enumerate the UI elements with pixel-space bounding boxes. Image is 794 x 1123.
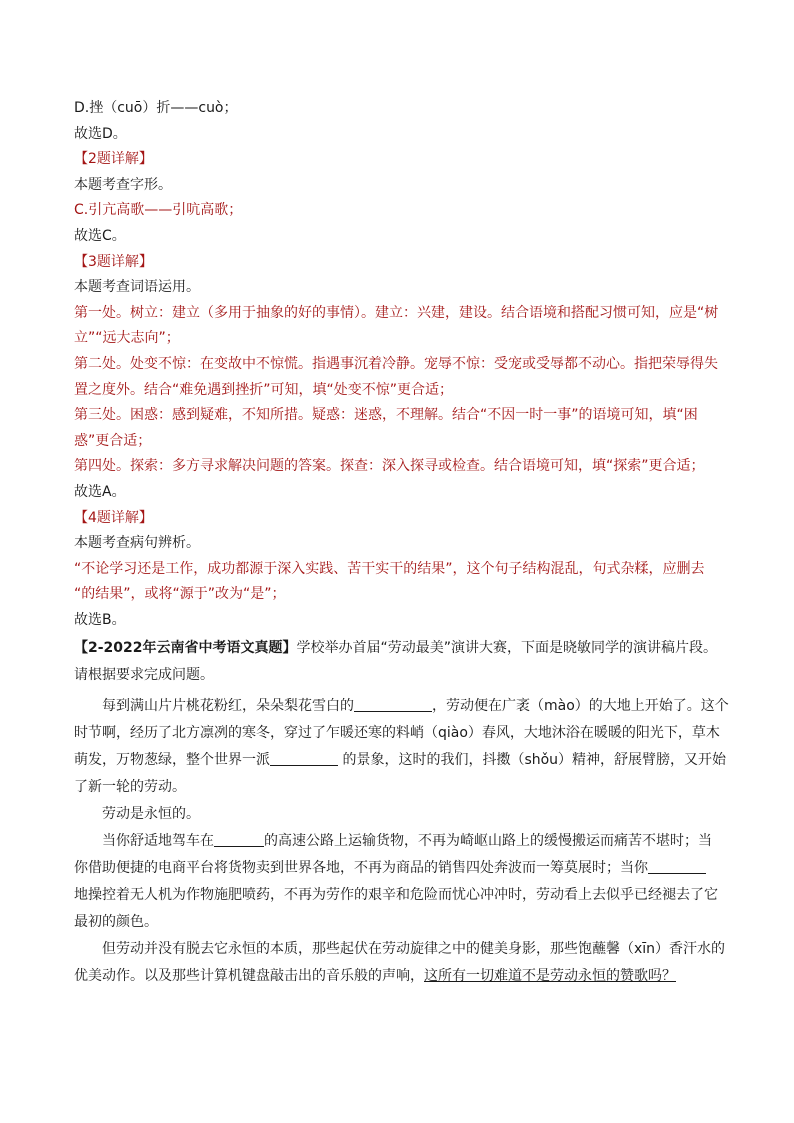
blank-1[interactable] <box>354 697 432 712</box>
passage-p1-line1 <box>74 693 734 720</box>
blank-4[interactable] <box>648 859 706 874</box>
d3-header: 【3题详解】 <box>74 253 153 270</box>
d3-line1: 本题考查词语运用。 <box>74 279 200 296</box>
d3-line3: 立”“远大志向”； <box>74 330 180 347</box>
q5-source: 【2-2022年云南省中考语文真题】 <box>74 640 297 657</box>
d4-header: 【4题详解】 <box>74 509 153 526</box>
q5-intro-b: 请根据要求完成问题。 <box>74 667 214 684</box>
d3-line7: 惑”更合适； <box>74 432 152 449</box>
passage-text: 萌发，万物葱绿，整个世界一派 <box>74 752 270 769</box>
passage-p3-line1 <box>74 828 734 855</box>
passage-p3-line3: 地操控着无人机为作物施肥喷药，不再为劳作的艰辛和危险而忧心冲冲时，劳动看上去似乎已经褪去了它 <box>74 887 718 904</box>
d3-line6: 第三处。困惑：感到疑难，不知所措。疑惑：迷惑，不理解。结合“不因一时一事”的语境可知，填“困 <box>74 407 698 424</box>
d3-line5: 置之度外。结合“难免遇到挫折”可知，填“处变不惊”更合适； <box>74 381 454 398</box>
passage-p1-line2: 时节啊，经历了北方凛冽的寒冬，穿过了乍暖还寒的料峭（qiào）春风，大地沐浴在暖暖的阳光下，草木 <box>74 725 720 742</box>
passage-text: ，劳动便在广袤（mào）的大地上开始了。这个 <box>432 698 729 715</box>
d4-line3: “的结果”，或将“源于”改为“是”； <box>74 586 286 603</box>
d3-answer: 故选A。 <box>74 483 126 500</box>
d4-line2: “不论学习还是工作，成功都源于深入实践、苦干实干的结果”，这个句子结构混乱，句式杂糅，应删去 <box>74 560 705 577</box>
d2-header: 【2题详解】 <box>74 151 153 168</box>
underlined-sentence: 这所有一切难道不是劳动永恒的赞歌吗？ <box>424 968 676 985</box>
passage-p3-line2 <box>74 855 734 882</box>
blank-3[interactable] <box>214 832 264 847</box>
passage-p4-line1: 但劳动并没有脱去它永恒的本质，那些起伏在劳动旋律之中的健美身影，那些饱蘸馨（xīn）香汗水的 <box>102 941 726 958</box>
d2-line1: 本题考查字形。 <box>74 176 172 193</box>
d3-line8: 第四处。探索：多方寻求解决问题的答案。探查：深入探寻或检查。结合语境可知，填“探索”更合适； <box>74 458 705 475</box>
passage-text: 的景象，这时的我们，抖擞（shǒu）精神，舒展臂膀，又开始 <box>338 752 727 769</box>
passage-text: 你借助便捷的电商平台将货物卖到世界各地，不再为商品的销售四处奔波而一筹莫展时；当你 <box>74 860 648 877</box>
passage-p1-line3 <box>74 747 734 774</box>
q2-answer: 故选D。 <box>74 125 127 142</box>
d2-answer: 故选C。 <box>74 227 126 244</box>
passage-text: 每到满山片片桃花粉红，朵朵梨花雪白的 <box>102 698 354 715</box>
blank-2[interactable] <box>270 751 338 766</box>
passage-text: 的高速公路上运输货物，不再为崎岖山路上的缓慢搬运而痛苦不堪时；当 <box>264 833 712 850</box>
d2-line2: C.引亢高歌——引吭高歌； <box>74 202 243 219</box>
d4-line1: 本题考查病句辨析。 <box>74 535 200 552</box>
passage-text: 当你舒适地驾车在 <box>102 833 214 850</box>
q2-option-d: D.挫（cuō）折——cuò； <box>74 100 238 116</box>
passage-p1-line4: 了新一轮的劳动。 <box>74 779 186 796</box>
d4-answer: 故选B。 <box>74 611 126 628</box>
passage-p3-line4: 最初的颜色。 <box>74 914 158 931</box>
q5-intro-a: 学校举办首届“劳动最美”演讲大赛，下面是晓敏同学的演讲稿片段。 <box>296 640 718 657</box>
passage-p2: 劳动是永恒的。 <box>102 806 200 823</box>
document-page <box>74 96 734 990</box>
passage-text: 优美动作。以及那些计算机键盘敲击出的音乐般的声响， <box>74 968 424 985</box>
d3-line2: 第一处。树立：建立（多用于抽象的好的事情）。建立：兴建，建设。结合语境和搭配习惯可知，应是“树 <box>74 304 719 321</box>
passage-p4-line2 <box>74 963 734 990</box>
d3-line4: 第二处。处变不惊：在变故中不惊慌。指遇事沉着冷静。宠辱不惊：受宠或受辱都不动心。指把荣辱得失 <box>74 355 718 372</box>
q5-intro <box>74 635 734 662</box>
